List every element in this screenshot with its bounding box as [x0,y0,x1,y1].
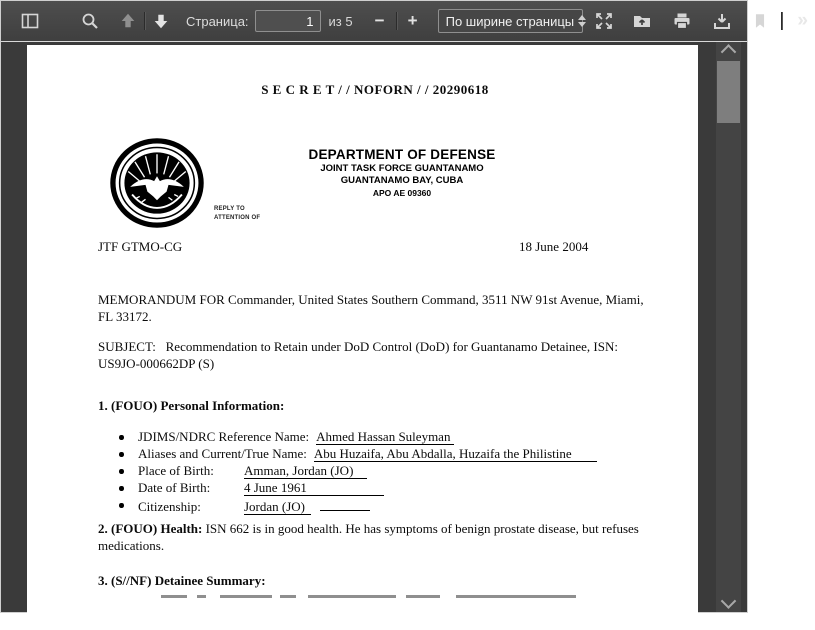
section2-heading: 2. (FOUO) Health: [98,521,203,536]
previous-page-button[interactable] [115,8,141,34]
bullet-value: Jordan (JO) [244,499,311,515]
office-symbol: JTF GTMO-CG [98,239,183,254]
personal-information-list [98,429,675,514]
bullet-value: Ahmed Hassan Suleyman [316,429,454,445]
bullet-value: Abu Huzaifa, Abu Abdalla, Huzaifa the Philistine [314,446,597,462]
letterhead-location: GUANTANAMO BAY, CUBA [340,175,464,186]
pdf-viewer-area[interactable] [1,42,747,612]
toolbar-separator [781,12,782,30]
list-item [98,446,675,463]
document-page [27,45,698,630]
find-button[interactable] [77,8,103,34]
bullet-label: Citizenship: [138,499,201,514]
memorandum-for-paragraph: MEMORANDUM FOR Commander, United States Southern Command, 3511 NW 91st Avenue, Miami, FL 33172. [98,292,644,324]
open-file-icon [632,11,652,31]
letterhead [187,147,617,199]
scroll-up-button[interactable] [716,42,741,59]
list-item [98,429,675,446]
subject-label: SUBJECT: [98,339,156,354]
attention-of-label: ATTENTION OF [214,215,261,221]
print-icon [672,11,692,31]
zoom-in-button[interactable] [400,8,426,34]
current-view-button[interactable] [747,8,773,34]
vertical-scrollbar[interactable] [716,42,741,612]
list-item [98,497,675,514]
section2-paragraph [98,520,652,554]
more-tools-icon: » [797,10,806,31]
presentation-mode-button[interactable] [591,8,617,34]
presentation-mode-icon [594,11,614,31]
letterhead-task-force: JOINT TASK FORCE GUANTANAMO [320,163,484,174]
zoom-select-value: По ширине страницы [445,13,575,29]
chevron-down-icon [721,593,737,609]
pdf-toolbar [1,1,806,42]
toolbar-separator [144,12,145,30]
page-count-label: из 5 [328,13,353,29]
letterhead-apo: APO AE 09360 [372,188,432,198]
clipped-text-fragments [161,594,576,599]
list-item [98,480,675,497]
blank-underline [320,497,370,511]
office-symbol-row [98,239,652,255]
section2-text: ISN 662 is in good health. He has symptoms of benign prostate disease, but refuses medications. [98,521,639,553]
subject-text: Recommendation to Retain under DoD Control (DoD) for Guantanamo Detainee, ISN: US9JO-000662DP (S) [98,339,618,371]
next-page-button[interactable] [148,8,174,34]
open-file-button[interactable] [629,8,655,34]
scrollbar-thumb[interactable] [717,61,740,123]
subject-paragraph [98,338,652,372]
chevron-up-icon [721,44,737,60]
scroll-down-button[interactable] [716,594,741,611]
chevron-up-down-icon [578,15,586,27]
toolbar-separator [396,12,397,30]
print-button[interactable] [669,8,695,34]
search-icon [80,11,100,31]
section1-heading: 1. (FOUO) Personal Information: [98,398,285,413]
zoom-select[interactable] [438,9,583,33]
bullet-value: Amman, Jordan (JO) [244,463,367,479]
bookmark-icon [751,12,769,30]
secondary-toolbar-toggle-button[interactable] [789,8,815,34]
bullet-label: JDIMS/NDRC Reference Name: [138,429,310,444]
reply-to-label: REPLY TO [214,206,245,212]
download-button[interactable] [709,8,735,34]
page-number-label: Страница: [186,13,249,29]
page-down-icon [152,12,170,30]
section3-heading: 3. (S//NF) Detainee Summary: [98,573,266,588]
bullet-label: Aliases and Current/True Name: [138,446,307,461]
classification-banner: S E C R E T / / NOFORN / / 20290618 [261,82,489,97]
zoom-in-icon: + [407,11,418,30]
reply-to-block [214,205,260,223]
letterhead-department: DEPARTMENT OF DEFENSE [308,147,496,162]
bullet-value: 4 June 1961 [244,480,384,496]
sidebar-toggle-button[interactable] [17,8,43,34]
zoom-out-button[interactable] [367,8,393,34]
zoom-out-icon: − [374,11,385,30]
bullet-label: Place of Birth: [138,463,214,478]
list-item [98,463,675,480]
sidebar-toggle-icon [20,11,40,31]
page-up-icon [119,12,137,30]
bullet-label: Date of Birth: [138,480,211,495]
page-number-input[interactable] [255,10,321,32]
document-date: 18 June 2004 [519,239,589,254]
download-icon [712,11,732,31]
